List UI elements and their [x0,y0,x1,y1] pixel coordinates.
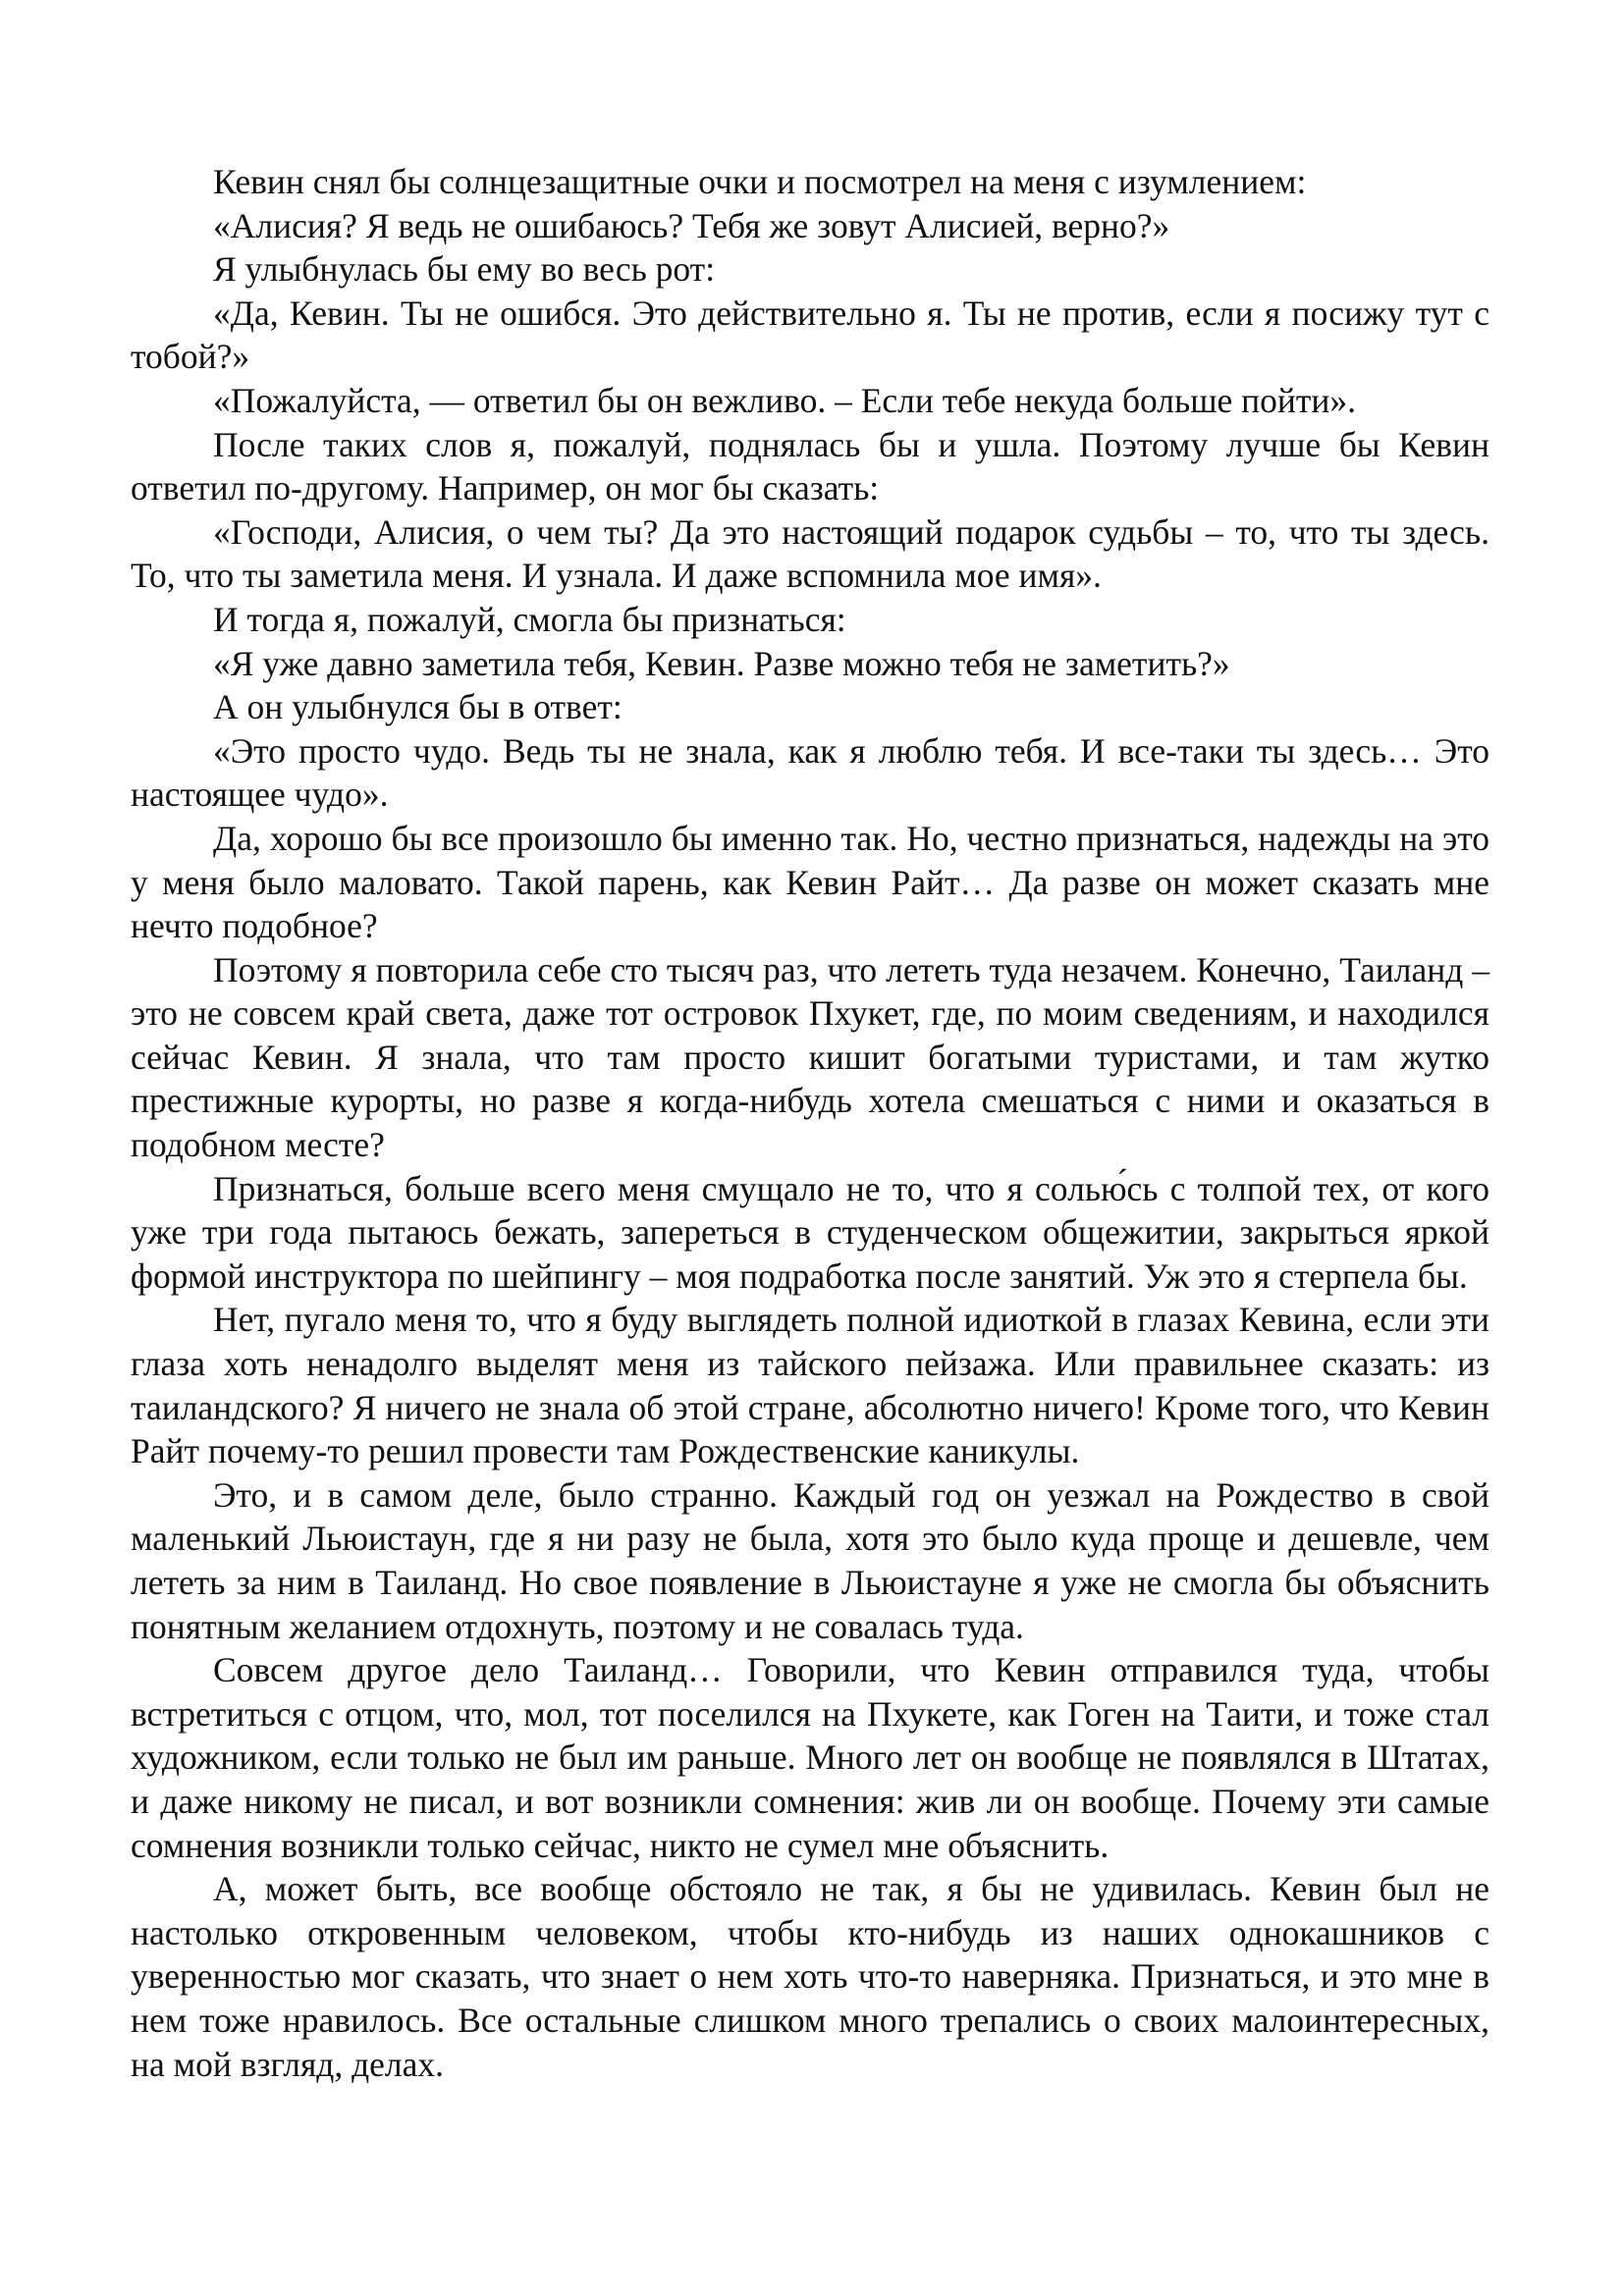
paragraph: А, может быть, все вообще обстояло не так, я бы не удивилась. Кевин был не настолько откровенным человеком, чтобы кто-нибудь из наших однокашников с уверенностью мог сказать, что знает о нем хоть что-то наверняка. Признаться, и это мне в нем тоже нравилось. Все остальные слишком много трепались о своих малоинтересных, на мой взгляд, делах. [131,1869,1489,2084]
paragraph: «Да, Кевин. Ты не ошибся. Это действительно я. Ты не против, если я посижу тут с тобой?» [131,293,1489,377]
paragraph: «Алисия? Я ведь не ошибаюсь? Тебя же зовут Алисией, верно?» [213,205,1170,245]
document-body [131,160,1489,2086]
paragraph: Поэтому я повторила себе сто тысяч раз, что лететь туда незачем. Конечно, Таиланд – это не совсем край света, даже тот островок Пхукет, где, по моим сведениям, и находился сейчас Кевин. Я знала, что там просто кишит богатыми туристами, и там жутко престижные курорты, но разве я когда-нибудь хотела смешаться с ними и оказаться в подобном месте? [131,949,1489,1165]
paragraph: Кевин снял бы солнцезащитные очки и посмотрел на меня с изумлением: [213,162,1307,201]
paragraph: И тогда я, пожалуй, смогла бы признаться: [213,599,846,639]
paragraph: После таких слов я, пожалуй, поднялась бы и ушла. Поэтому лучше бы Кевин ответил по-другому. Например, он мог бы сказать: [131,424,1489,508]
paragraph: Признаться, больше всего меня смущало не то, что я солью́сь с толпой тех, от кого уже три года пытаюсь бежать, запереться в студенческом общежитии, закрыться яркой формой инструктора по шейпингу – моя подработка после занятий. Уж это я стерпела бы. [131,1168,1489,1296]
paragraph: «Пожалуйста, — ответил бы он вежливо. – Если тебе некуда больше пойти». [213,380,1357,420]
paragraph: А он улыбнулся бы в ответ: [213,687,623,727]
paragraph: Нет, пугало меня то, что я буду выглядеть полной идиоткой в глазах Кевина, если эти глаза хоть ненадолго выделят меня из тайского пейзажа. Или правильнее сказать: из таиландского? Я ничего не знала об этой стране, абсолютно ничего! Кроме того, что Кевин Райт почему-то решил провести там Рождественские каникулы. [131,1300,1489,1471]
paragraph: «Господи, Алисия, о чем ты? Да это настоящий подарок судьбы – то, что ты здесь. То, что ты заметила меня. И узнала. И даже вспомнила мое имя». [131,511,1489,596]
paragraph: «Я уже давно заметила тебя, Кевин. Разве можно тебя не заметить?» [213,643,1230,683]
paragraph: «Это просто чудо. Ведь ты не знала, как я люблю тебя. И все-таки ты здесь… Это настоящее чудо». [131,730,1489,815]
paragraph: Да, хорошо бы все произошло бы именно так. Но, честно признаться, надежды на это у меня было маловато. Такой парень, как Кевин Райт… Да разве он может сказать мне нечто подобное? [131,818,1489,946]
paragraph: Совсем другое дело Таиланд… Говорили, что Кевин отправился туда, чтобы встретиться с отцом, что, мол, тот поселился на Пхукете, как Гоген на Таити, и тоже стал художником, если только не был им раньше. Много лет он вообще не появлялся в Штатах, и даже никому не писал, и вот возникли сомнения: жив ли он вообще. Почему эти самые сомнения возникли только сейчас, никто не сумел мне объяснить. [131,1650,1489,1865]
paragraph: Я улыбнулась бы ему во весь рот: [213,249,716,290]
paragraph: Это, и в самом деле, было странно. Каждый год он уезжал на Рождество в свой маленький Льюистаун, где я ни разу не была, хотя это было куда проще и дешевле, чем лететь за ним в Таиланд. Но свое появление в Льюистауне я уже не смогла бы объяснить понятным желанием отдохнуть, поэтому и не совалась туда. [131,1474,1489,1646]
